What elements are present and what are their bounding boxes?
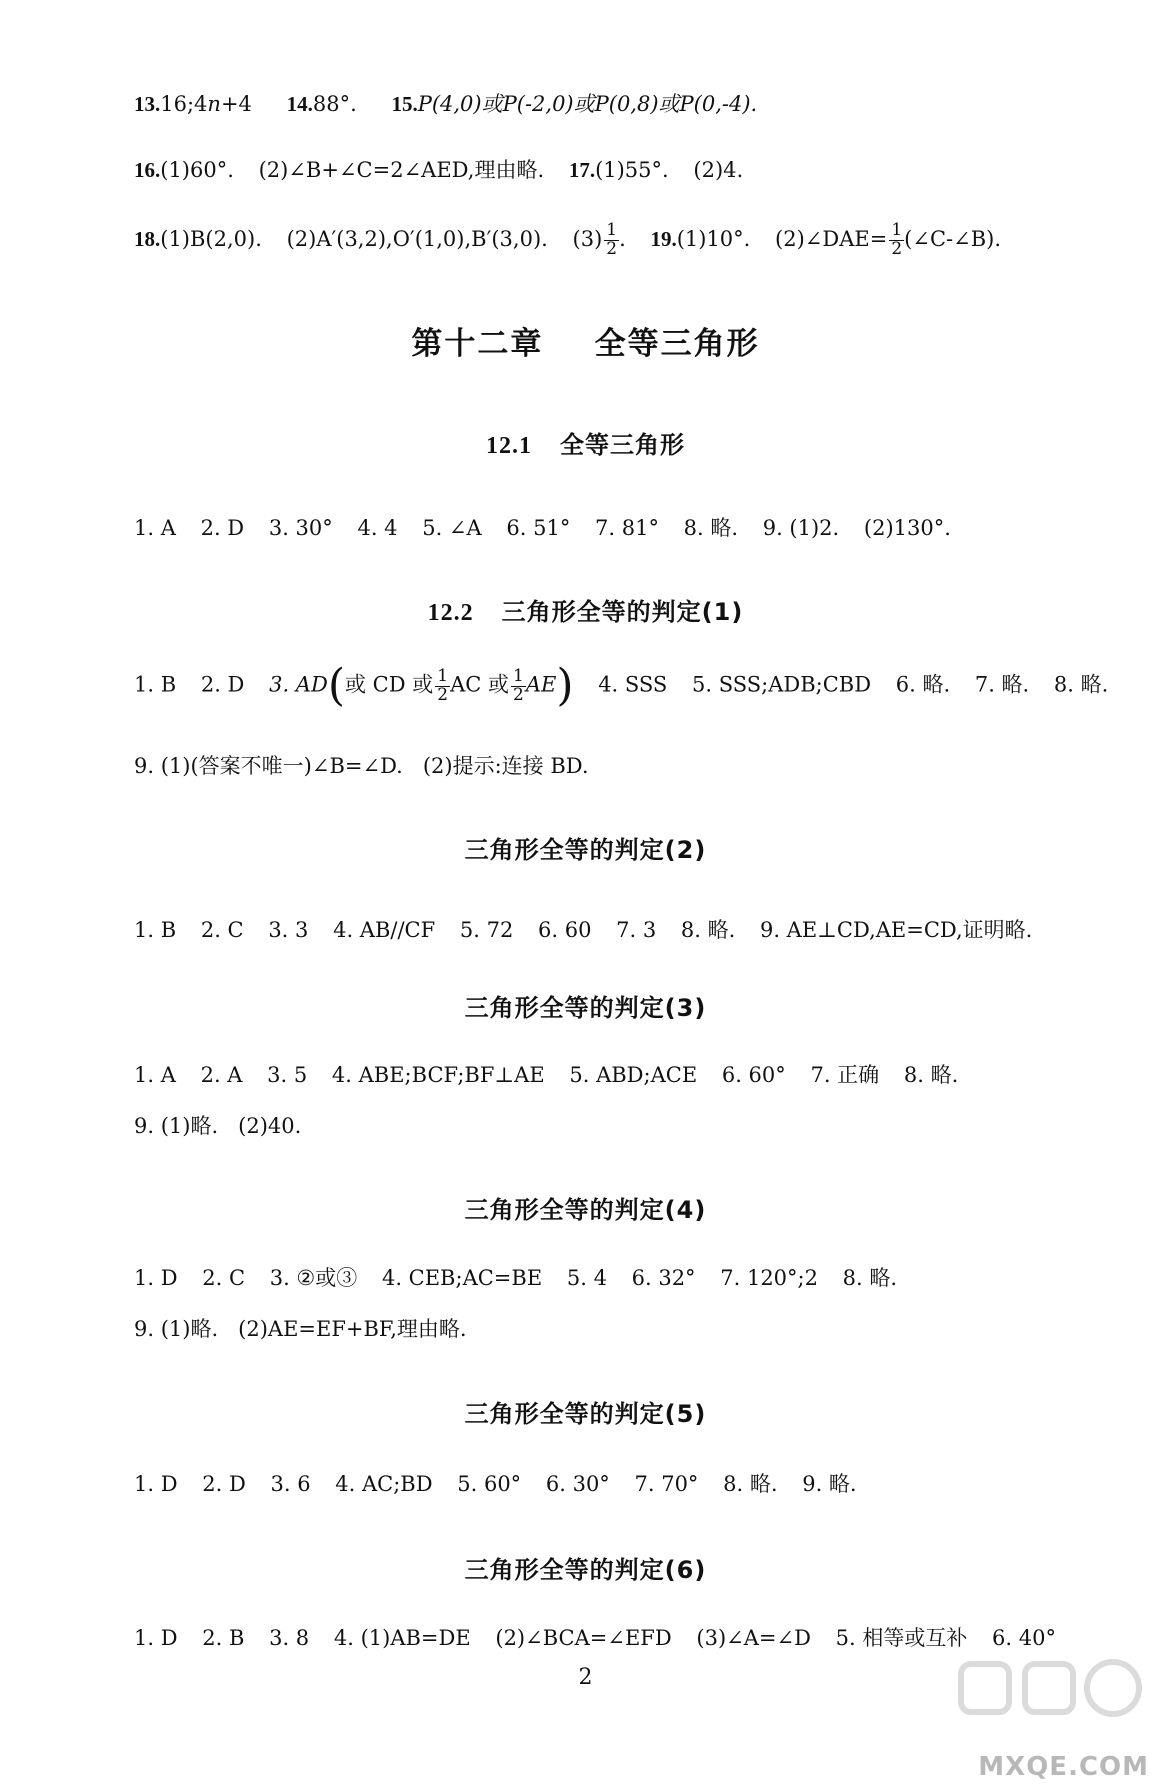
chapter-title: 第十二章 全等三角形	[411, 326, 760, 362]
fraction-half: $\frac{1}{2}$	[437, 665, 449, 705]
answer-line-16-17: 16.(1)60°. (2)∠B+∠C=2∠AED,理由略. 17.(1)55°. (2)4.	[134, 158, 744, 182]
answers-judge-2: 1. B 2. C 3. 3 4. AB//CF 5. 72 6. 60 7. 3 8. 略. 9. AE⊥CD,AE=CD,证明略.	[134, 918, 1033, 942]
answers-judge-4-row2: 9. (1)略. (2)AE=EF+BF,理由略.	[134, 1317, 467, 1341]
answers-judge-6: 1. D 2. B 3. 8 4. (1)AB=DE (2)∠BCA=∠EFD (3)∠A=∠D 5. 相等或互补 6. 40°	[134, 1626, 1056, 1650]
section-12-2-title: 12.2 三角形全等的判定(1)	[427, 598, 744, 626]
fraction-half: $\frac{1}{2}$	[891, 220, 903, 259]
answers-judge-3-row2: 9. (1)略. (2)40.	[134, 1114, 302, 1138]
answers-judge-4-row1: 1. D 2. C 3. ②或③ 4. CEB;AC=BE 5. 4 6. 32° 7. 120°;2 8. 略.	[134, 1266, 898, 1290]
answers-judge-3-row1: 1. A 2. A 3. 5 4. ABE;BCF;BF⊥AE 5. ABD;ACE 6. 60° 7. 正确 8. 略.	[134, 1063, 959, 1087]
answer-line-18-19: 18.(1)B(2,0). (2)A′(3,2),O′(1,0),B′(3,0). (3) $\frac{1}{2}$ . 19.(1)10°. (2)∠DAE= $\frac{1}{2}$ (∠C-∠B).	[134, 220, 1002, 259]
section-judge-2-title: 三角形全等的判定(2)	[464, 836, 707, 864]
section-judge-4-title: 三角形全等的判定(4)	[464, 1196, 707, 1224]
section-judge-3-title: 三角形全等的判定(3)	[464, 994, 707, 1022]
fraction-half: $\frac{1}{2}$	[606, 220, 618, 259]
page-number: 2	[578, 1665, 593, 1690]
section-judge-6-title: 三角形全等的判定(6)	[464, 1556, 707, 1584]
watermark-text: MXQE.COM	[978, 1752, 1149, 1782]
answers-judge-5: 1. D 2. D 3. 6 4. AC;BD 5. 60° 6. 30° 7. 70° 8. 略. 9. 略.	[134, 1472, 857, 1496]
section-12-1-title: 12.1 全等三角形	[486, 431, 685, 459]
answers-12-1: 1. A 2. D 3. 30° 4. 4 5. ∠A 6. 51° 7. 81° 8. 略. 9. (1)2. (2)130°.	[134, 516, 951, 540]
section-judge-5-title: 三角形全等的判定(5)	[464, 1400, 707, 1428]
answer-line-13-15: 13.16;4n+4 14.88°. 15.P(4,0)或P(-2,0)或P(0,8)或P(0,-4).	[134, 92, 758, 116]
answers-12-2-1-row1: 1. B 2. D 3. AD(或 CD 或 $\frac{1}{2}$ AC 或 $\frac{1}{2}$ AE) 4. SSS 5. SSS;ADB;CBD 6. 略. 7. 略. 8. 略.	[134, 660, 1109, 711]
answers-12-2-1-row2: 9. (1)(答案不唯一)∠B=∠D. (2)提示:连接 BD.	[134, 754, 589, 778]
fraction-half: $\frac{1}{2}$	[513, 665, 524, 705]
